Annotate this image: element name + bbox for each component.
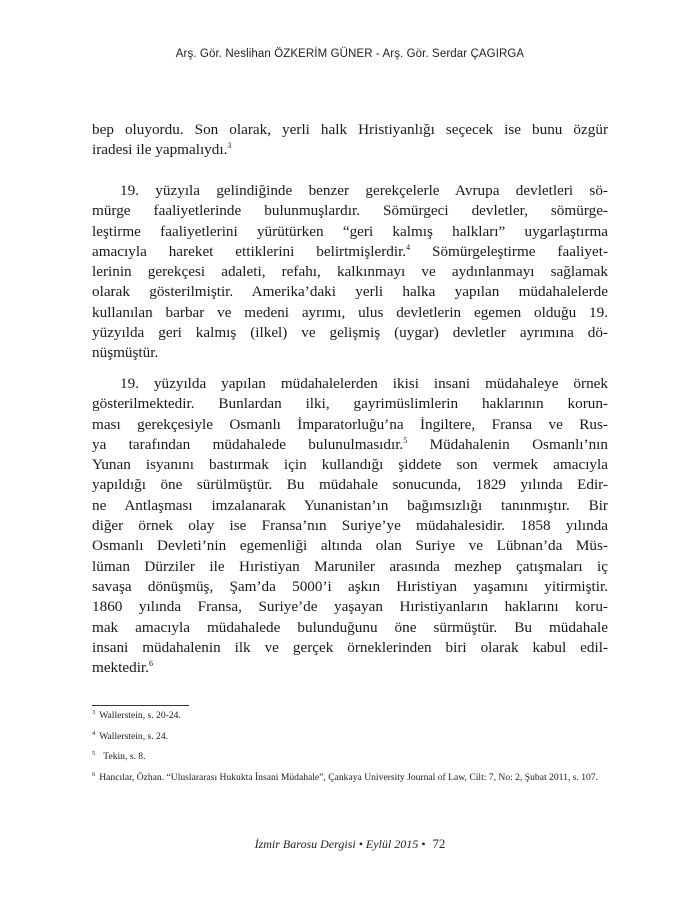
footnote-text: Wallerstein, s. 20-24. xyxy=(99,710,181,721)
paragraph-2 xyxy=(92,181,608,364)
text-line: savaşa dönüşmüş, Şam’da 5000’i aşkın Hıristiyan yaşamını yitirmiştir. xyxy=(92,577,608,595)
footnote-ref[interactable]: 4 xyxy=(406,242,411,252)
text-line xyxy=(92,658,608,678)
footnote-4 xyxy=(92,730,608,744)
text-line: ması gerekçesiyle Osmanlı İmparatorluğu’na İngiltere, Fransa ve Rus- xyxy=(92,415,608,433)
text-line xyxy=(92,242,608,262)
paragraph-3 xyxy=(92,374,608,678)
text-line: mak amacıyla müdahalede bulunduğunu öne sürmüştür. Bu müdahale xyxy=(92,618,608,636)
text-line xyxy=(92,140,608,160)
footnote-separator xyxy=(92,705,189,706)
text-line: kullanılan barbar ve medeni ayrımı, ulus devletlerin egemen olduğu 19. xyxy=(92,303,608,321)
text-line: diğer örnek olay ise Fransa’nın Suriye’ye müdahalesidir. 1858 yılında xyxy=(92,517,608,535)
footnote-number: 3 xyxy=(92,708,96,716)
text-line: nüşmüştür. xyxy=(92,344,159,362)
footnote-ref[interactable]: 5 xyxy=(403,435,408,445)
paragraph-1 xyxy=(92,120,608,161)
footnote-number: 6 xyxy=(92,770,96,778)
text-line: yapıldığı öne sürülmüştür. Bu müdahale sonucunda, 1829 yılında Edir- xyxy=(92,476,608,494)
text-line: olarak gösterilmiştir. Amerika’daki yerli halka yapılan müdahalelerde xyxy=(92,283,608,301)
footnote-text: Hancılar, Özhan. “Uluslararası Hukukta İnsani Müdahale”, Çankaya University Journal of Law, Cilt: 7, No: 2, Şubat 2011, s. 107. xyxy=(99,772,598,783)
text-segment: iradesi ile yapmalıydı. xyxy=(92,141,228,159)
text-line: leştirme faaliyetlerini yürütürken “geri kalmış halkları” uygarlaştırma xyxy=(92,222,608,240)
text-line: lerinin gerekçesi adaleti, refahı, kalkınmayı ve aydınlanmayı sağlamak xyxy=(92,263,608,281)
text-line: Yunan isyanını bastırmak için kullandığı şiddete son vermek amacıyla xyxy=(92,456,608,474)
running-header xyxy=(0,48,700,60)
text-line: 1860 yılında Fransa, Suriye’de yaşayan Hıristiyanların haklarını koru- xyxy=(92,598,608,616)
text-line: 19. yüzyılda yapılan müdahalelerden ikisi insani müdahaleye örnek xyxy=(120,375,608,392)
page-footer xyxy=(0,836,700,852)
text-line: 19. yüzyıla gelindiğinde benzer gerekçelerle Avrupa devletleri sö- xyxy=(120,182,608,199)
footnote-ref[interactable]: 3 xyxy=(227,141,232,151)
header-authors: Arş. Gör. Neslihan ÖZKERİM GÜNER - Arş. Gör. Serdar ÇAGIRGA xyxy=(175,48,525,60)
text-segment: mektedir. xyxy=(92,659,149,677)
text-segment: amacıyla hareket ettiklerini belirtmişlerdir. xyxy=(92,242,407,260)
text-line: lüman Dürziler ile Hıristiyan Maruniler arasında mezhep çatışmaları iç xyxy=(92,557,608,575)
text-segment: Sömürgeleştirme faaliyet- xyxy=(410,242,608,260)
footnote-ref[interactable]: 6 xyxy=(148,659,153,669)
page-number: 72 xyxy=(432,836,446,851)
footnote-number: 4 xyxy=(92,729,96,737)
text-segment: Müdahalenin Osmanlı’nın xyxy=(407,435,608,453)
text-line xyxy=(92,435,608,455)
text-line: insani müdahalenin ilk ve gerçek örneklerinden biri olarak kabul edil- xyxy=(92,638,608,656)
text-line: yüzyılda geri kalmış (ilkel) ve gelişmiş (uygar) devletler ayrımına dö- xyxy=(92,324,608,342)
text-line: ne Antlaşması imzalanarak Yunanistan’ın bağımsızlığı tanınmıştır. Bir xyxy=(92,496,608,514)
text-line: gösterilmektedir. Bunlardan ilki, gayrimüslimlerin haklarının korun- xyxy=(92,395,608,413)
footnote-6 xyxy=(92,771,608,785)
journal-name: İzmir Barosu Dergisi • Eylül 2015 • xyxy=(254,837,426,851)
footnote-3 xyxy=(92,709,608,723)
text-segment: ya tarafından müdahalede bulunulmasıdır. xyxy=(92,435,404,453)
footnote-text: Wallerstein, s. 24. xyxy=(99,731,169,742)
footnote-text: Tekin, s. 8. xyxy=(103,751,146,762)
text-line: Osmanlı Devleti’nin egemenliği altında olan Suriye ve Lübnan’da Müs- xyxy=(92,537,608,555)
footnote-5 xyxy=(92,750,608,764)
footnote-number: 5 xyxy=(92,749,96,757)
text-line: bep oluyordu. Son olarak, yerli halk Hristiyanlığı seçecek ise bunu özgür xyxy=(92,121,608,138)
text-line: mürge faaliyetlerinde bulunmuşlardır. Sömürgeci devletler, sömürge- xyxy=(92,202,608,220)
